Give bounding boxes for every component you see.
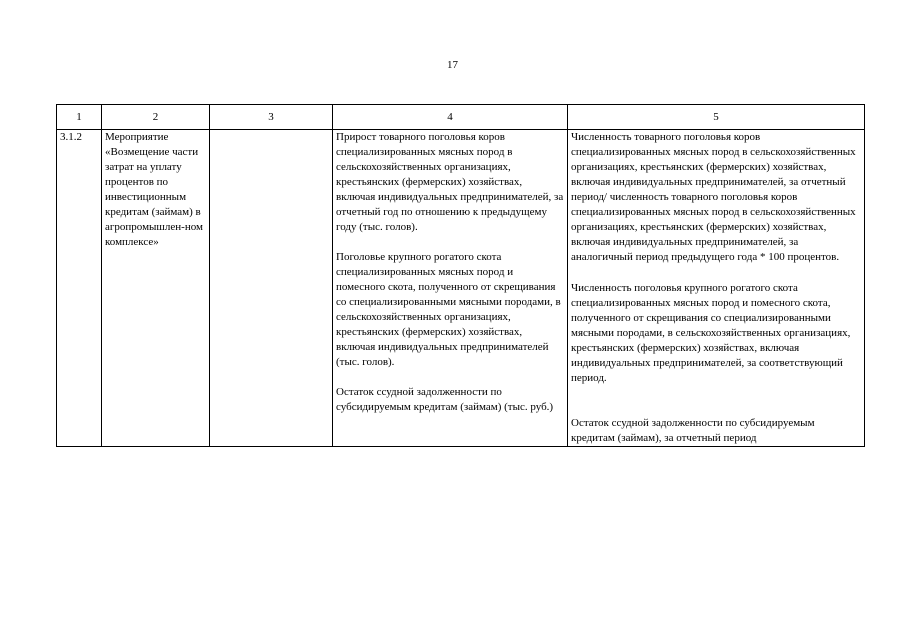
indicator-text: Прирост товарного поголовья коров специализированных мясных пород в сельскохозяйственных организациях, крестьянских (фермерских) хозяйствах, включая индивидуальных предпринимателей, за отчетный год по отношению к предыдущему году (тыс. голов). [336, 131, 564, 233]
indicator-text: Остаток ссудной задолженности по субсидируемым кредитам (займам) (тыс. руб.) [336, 386, 554, 413]
indicators-cell [333, 130, 568, 447]
formulas-cell [568, 130, 865, 447]
header-col-4: 4 [333, 105, 568, 130]
header-col-3: 3 [210, 105, 333, 130]
item-code: 3.1.2 [57, 130, 102, 447]
indicator-text: Поголовье крупного рогатого скота специализированных мясных пород и помесного скота, полученного от скрещивания со специализированными мясными породами, в сельскохозяйственных организациях, крестьянских (фермерских) хозяйствах, включая индивидуальных предпринимателей (тыс. голов). [336, 251, 561, 368]
formula-text: Численность товарного поголовья коров специализированных мясных пород в сельскохозяйственных организациях, крестьянских (фермерских) хозяйствах, включая индивидуальных предпринимателей, за отчетный период/ численность товарного поголовья коров специализированных мясных пород в сельскохозяйственных организациях, крестьянских (фермерских) хозяйствах, включая индивидуальных предпринимателей, за аналогичный период предыдущего года * 100 процентов. [571, 131, 856, 263]
formula-text: Остаток ссудной задолженности по субсидируемым кредитам (займам), за отчетный период [571, 417, 815, 444]
header-col-1: 1 [57, 105, 102, 130]
header-col-2: 2 [102, 105, 210, 130]
empty-cell [210, 130, 333, 447]
indicators-table [56, 104, 865, 447]
formula-text: Численность поголовья крупного рогатого скота специализированных мясных пород и помесного скота, полученного от скрещивания со специализированными мясными породами, в сельскохозяйственных организациях, крестьянских (фермерских) хозяйствах, включая индивидуальных предпринимателей, за соответствующий период. [571, 282, 851, 384]
table-row [57, 130, 865, 447]
measure-name: Мероприятие «Возмещение части затрат на уплату процентов по инвестиционным кредитам (займам) в агропромышлен-ном комплексе» [102, 130, 210, 447]
header-col-5: 5 [568, 105, 865, 130]
table-header-row [57, 105, 865, 130]
page-number: 17 [447, 59, 458, 71]
